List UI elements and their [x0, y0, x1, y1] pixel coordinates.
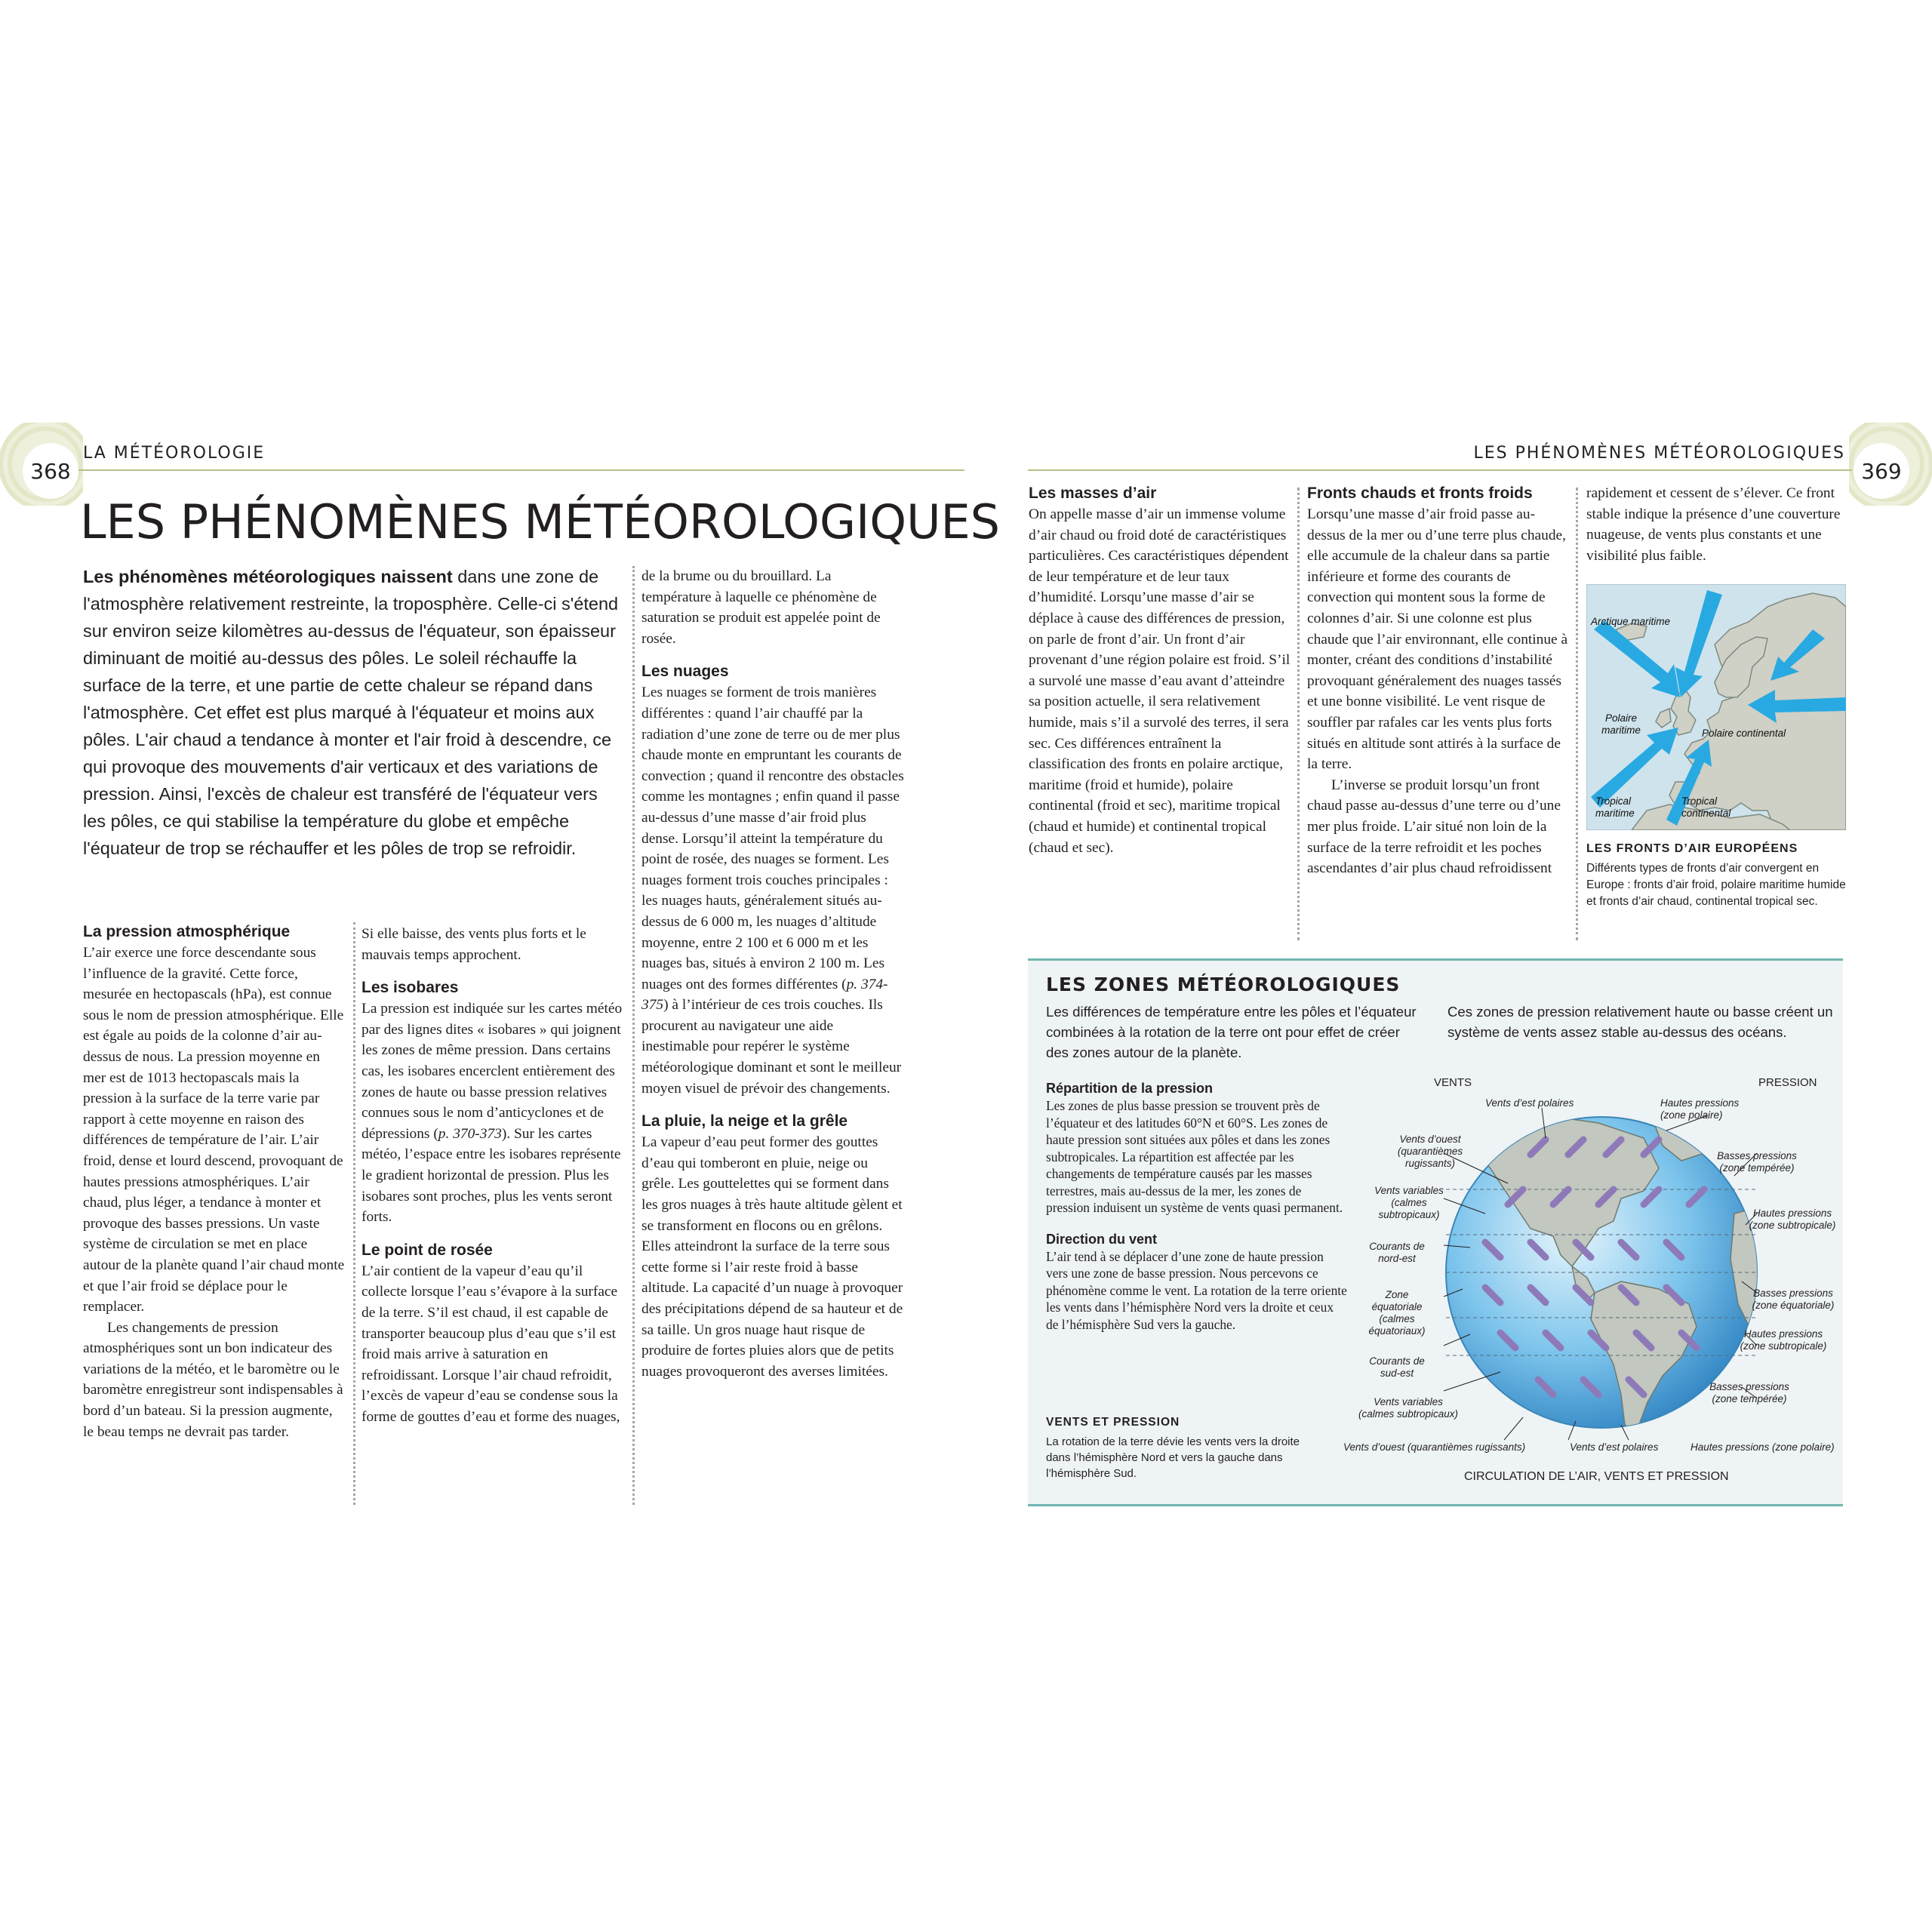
column-3	[641, 566, 904, 1382]
label-vents-variables-n: Vents variables (calmes subtropicaux)	[1374, 1185, 1444, 1220]
column-divider	[353, 922, 355, 1505]
column-2	[361, 924, 624, 1427]
text-pression-2: Les changements de pression atmosphériques sont un bon indicateur des variations de la météo, et le baromètre ou le baromètre enregistreur sont indispensables à bord d’un bateau. Si la pression augmente, le beau temps ne devrait pas tarder.	[83, 1319, 343, 1440]
label-courants-ne: Courants de nord-est	[1369, 1241, 1425, 1264]
heading-pluie: La pluie, la neige et la grêle	[641, 1112, 848, 1131]
text-pluie: La vapeur d’eau peut former des gouttes d’eau qui tomberont en pluie, neige ou grêle. Les gouttelettes qui se forment dans les gros nuages à très haute altitude gèlent et se transforment en flocons ou en grêlons. Elles atteindront la surface de la terre sous cette forme si l’air reste froid à basse altitude. La capacité d’un nuage à provoquer des précipitations dépend de sa hauteur et de sa taille. Un gros nuage haut risque de produire de fortes pluies alors que de petits nuages provoqueront des averses limitées.	[641, 1134, 903, 1380]
heading-fronts: Fronts chauds et fronts froids	[1307, 485, 1533, 502]
text-rosee: L’air contient de la vapeur d’eau qu’il collecte lorsque l’eau s’évapore à la surface de la terre. S’il est chaud, il est capable de transporter beaucoup plus d’eau que s’il est froid mais arrive à saturation en refroidissant. Lorsque l’air chaud refroidit, l’excès de vapeur d’eau se condense sous la forme de gouttes d’eau et forme des nuages,	[361, 1263, 620, 1425]
running-head-right: LES PHÉNOMÈNES MÉTÉOROLOGIQUES	[1473, 444, 1845, 463]
text-rosee-cont: de la brume ou du brouillard. La température à laquelle ce phénomène de saturation se produit est appelée point de rosée.	[641, 568, 881, 647]
globe-head-pression: PRESSION	[1758, 1076, 1817, 1089]
heading-direction: Direction du vent	[1046, 1231, 1158, 1247]
zones-box-title: LES ZONES MÉTÉOROLOGIQUES	[1046, 974, 1401, 995]
zones-intro-right: Ces zones de pression relativement haute ou basse créent un système de vents assez stable au-dessus des océans.	[1447, 1004, 1833, 1040]
label-vents-ouest: Vents d’ouest (quarantièmes rugissants)	[1397, 1134, 1463, 1169]
label-tropical-continental: Tropical continental	[1681, 795, 1731, 819]
intro-text: dans une zone de l'atmosphère relativement restreinte, la troposphère. Celle-ci s'étend sur environ seize kilomètres au-dessus de l'équateur, son épaisseur diminuant de moitié au-dessus des pôles. Le soleil réchauffe la surface de la terre, et une partie de cette chaleur se répand dans l'atmosphère. Cet effet est plus marqué à l'équateur et moins aux pôles. L'air chaud a tendance à monter et l'air froid à descendre, ce qui provoque des mouvements d'air verticaux et des variations de pression. Ainsi, l'excès de chaleur est transféré de l'équateur vers les pôles, ce qui stabilise la température du globe et empêche l'équateur de trop se réchauffer et les pôles de trop se refroidir.	[83, 567, 619, 858]
label-polaire-maritime: Polaire maritime	[1601, 712, 1641, 736]
label-polaire-continental: Polaire continental	[1702, 728, 1786, 739]
label-bottom-vents-ouest: Vents d’ouest (quarantièmes rugissants)	[1343, 1441, 1526, 1453]
column-1	[83, 921, 346, 1442]
label-top-hautes: Hautes pressions (zone polaire)	[1660, 1097, 1740, 1121]
text-isobares: La pression est indiquée sur les cartes météo par des lignes dites « isobares » qui joignent les zones de même pression. Dans certains cas, les isobares encerclent entièrement des zones de haute ou basse pression relatives connues sous le nom d’anticyclones et de dépressions (p. 370-373). Sur les cartes météo, l’espace entre les isobares représente le gradient horizontal de pression. Plus les isobares sont proches, plus les vents seront forts.	[361, 1001, 623, 1226]
text-pression-1: L’air exerce une force descendante sous l’influence de la gravité. Cette force, mesurée en hectopascals (hPa), est connue sous le nom de pression atmosphérique. Elle est égale au poids de la colonne d’air au-dessus de nous. La pression moyenne en mer est de 1013 hectopascals mais la pression à la surface de la terre varie par rapport à cette moyenne en raison des différences de température de l’air. L’air froid, dense et lourd descend, provoquant de hautes pressions atmosphériques. L’air chaud, plus léger, a tendance à monter et provoque des basses pressions. Un vaste système de circulation se met en place autour de la planète quand l’air chaud monte et que l’air froid se déplace pour le remplacer.	[83, 945, 345, 1315]
heading-repartition: Répartition de la pression	[1046, 1081, 1214, 1096]
label-basses-temperee-n: Basses pressions (zone tempérée)	[1717, 1150, 1797, 1174]
column-5	[1307, 483, 1570, 879]
column-divider	[632, 566, 635, 1505]
text-inverse: L’inverse se produit lorsqu’un front chaud passe au-dessus d’une terre ou d’une mer plus froide. L’air situé non loin de la surface de la terre refroidit et les poches ascendantes d’air plus chaud refroidissent	[1307, 777, 1561, 877]
text-direction: L’air tend à se déplacer d’une zone de haute pression vers une zone de basse pression. Nous percevons ce phénomène comme le vent. La rotation de la terre oriente les vents dans l’hémisphère Nord vers la droite et ceux de l’hémisphère Sud vers la gauche.	[1046, 1248, 1347, 1332]
header-rule-left	[78, 469, 964, 471]
label-top-vents-est: Vents d’est polaires	[1485, 1097, 1574, 1109]
label-arctique-maritime: Arctique maritime	[1591, 616, 1671, 627]
zones-text	[1046, 1079, 1348, 1333]
map-caption: Différents types de fronts d’air convergent en Europe : fronts d’air froid, polaire maritime humide et fronts d’air chaud, continental tropical sec.	[1586, 862, 1846, 908]
column-divider	[1576, 488, 1578, 940]
column-divider	[1297, 488, 1300, 940]
page-number-right: 369	[1854, 443, 1909, 499]
text-pression-3: Si elle baisse, des vents plus forts et le mauvais temps approchent.	[361, 926, 586, 963]
label-hautes-subtropicale-s: Hautes pressions (zone subtropicale)	[1740, 1328, 1827, 1352]
globe-head-vents: VENTS	[1434, 1076, 1472, 1089]
page-reference[interactable]: p. 370-373	[438, 1125, 502, 1142]
text-masses: On appelle masse d’air un immense volume d’air chaud ou froid doté de caractéristiques particulières. Ces caractéristiques dépendent de leur température et de leur taux d’humidité. Lorsqu’une masse d’air se déplace à cause des différences de pression, on parle de front d’air. Un front d’air provenant d’une région polaire est froid. S’il a survolé une masse d’eau avant d’atteindre sa position actuelle, il sera relativement humide, mais s’il a survolé des terres, il sera sec. Ces différences entraînent la classification des fronts en polaire arctique, maritime (froid et humide), polaire continental (froid et sec), maritime tropical (chaud et humide) et continental tropical (chaud et sec).	[1029, 506, 1291, 856]
heading-nuages: Les nuages	[641, 663, 729, 681]
intro-paragraph	[83, 563, 620, 862]
text-nuages: Les nuages se forment de trois manières différentes : quand l’air chauffé par la radiation d’une zone de terre ou de mer plus chaude monte en empruntant les courants de convection ; quand il rencontre des obstacles comme les montagnes ; enfin quand il passe au-dessus d’une masse d’air froid plus dense. Lorsqu’il atteint la température du point de rosée, des nuages se forment. Les nuages forment trois couches principales : les nuages hauts, généralement situés au-dessus de 6 000 m, les nuages d’altitude moyenne, entre 2 100 et 6 000 m et les nuages bas, situés à environ 2 100 m. Les nuages ont des formes différentes (p. 374-375) à l’intérieur de ces trois couches. Ils procurent au navigateur une aide inestimable pour repérer le système météorologique dominant et sont le meilleur moyen visuel de prévoir des changements.	[641, 685, 904, 1097]
heading-isobares: Les isobares	[361, 979, 459, 997]
text-repartition: Les zones de plus basse pression se trouvent près de l’équateur et des latitudes 60°N et 60°S. Les zones de haute pression sont situées aux pôles et dans les zones subtropicales. La répartition est affectée par les changements de température causés par les masses terrestres, mais au-dessus de la mer, les zones de pression induisent un système de vents quasi permanent.	[1046, 1098, 1343, 1215]
label-courants-se: Courants de sud-est	[1369, 1355, 1425, 1379]
running-head-left: LA MÉTÉOROLOGIE	[83, 444, 266, 463]
map-caption-title: LES FRONTS D’AIR EUROPÉENS	[1586, 842, 1798, 855]
label-basses-equatoriale: Basses pressions (zone équatoriale)	[1752, 1287, 1835, 1311]
zones-intro-left: Les différences de température entre les pôles et l’équateur combinées à la rotation de la terre ont pour effet de créer des zones autour de la planète.	[1046, 1004, 1417, 1060]
globe-caption-title: VENTS ET PRESSION	[1046, 1416, 1180, 1429]
label-tropical-maritime: Tropical maritime	[1595, 795, 1635, 819]
heading-rosee: Le point de rosée	[361, 1241, 493, 1259]
page-reference[interactable]: p. 374-375	[641, 976, 888, 1014]
intro-lead: Les phénomènes météorologiques naissent	[83, 567, 453, 586]
page-title: LES PHÉNOMÈNES MÉTÉOROLOGIQUES	[80, 494, 1000, 549]
heading-masses: Les masses d’air	[1029, 485, 1157, 502]
label-hautes-subtropicale-n: Hautes pressions (zone subtropicale)	[1749, 1208, 1836, 1231]
label-basses-temperee-s: Basses pressions (zone tempérée)	[1709, 1381, 1789, 1404]
header-rule-right	[1028, 469, 1852, 471]
label-vents-variables-s: Vents variables (calmes subtropicaux)	[1358, 1396, 1459, 1420]
globe-caption: La rotation de la terre dévie les vents vers la droite dans l’hémisphère Nord et vers la gauche dans l’hémisphère Sud.	[1046, 1435, 1300, 1480]
column-6	[1586, 483, 1852, 566]
page-number-left: 368	[23, 443, 78, 499]
label-bottom-hautes: Hautes pressions (zone polaire)	[1690, 1441, 1835, 1453]
column-4	[1029, 483, 1291, 858]
text-fronts: Lorsqu’une masse d’air froid passe au-dessus de la mer ou d’une terre plus chaude, elle accumule de la chaleur dans sa partie inférieure et forme des courants de convection qui montent sous la forme de colonnes d’air. Si une colonne est plus chaude que l’air environnant, elle continue à monter, créant des conditions d’instabilité provoquant généralement des nuages tassés et une bonne visibilité. Le vent risque de souffler par rafales car les vents plus forts situés en altitude sont attirés à la surface de la terre.	[1307, 506, 1568, 773]
globe-diagram-caption: CIRCULATION DE L’AIR, VENTS ET PRESSION	[1464, 1470, 1729, 1483]
text-fronts-cont: rapidement et cessent de s’élever. Ce front stable indique la présence d’une couverture nuageuse, de vents plus constants et une visibilité plus faible.	[1586, 485, 1841, 564]
label-bottom-vents-est: Vents d’est polaires	[1570, 1441, 1659, 1453]
label-zone-equatoriale: Zone équatoriale (calmes équatoriaux)	[1368, 1289, 1426, 1337]
heading-pression: La pression atmosphérique	[83, 923, 291, 940]
